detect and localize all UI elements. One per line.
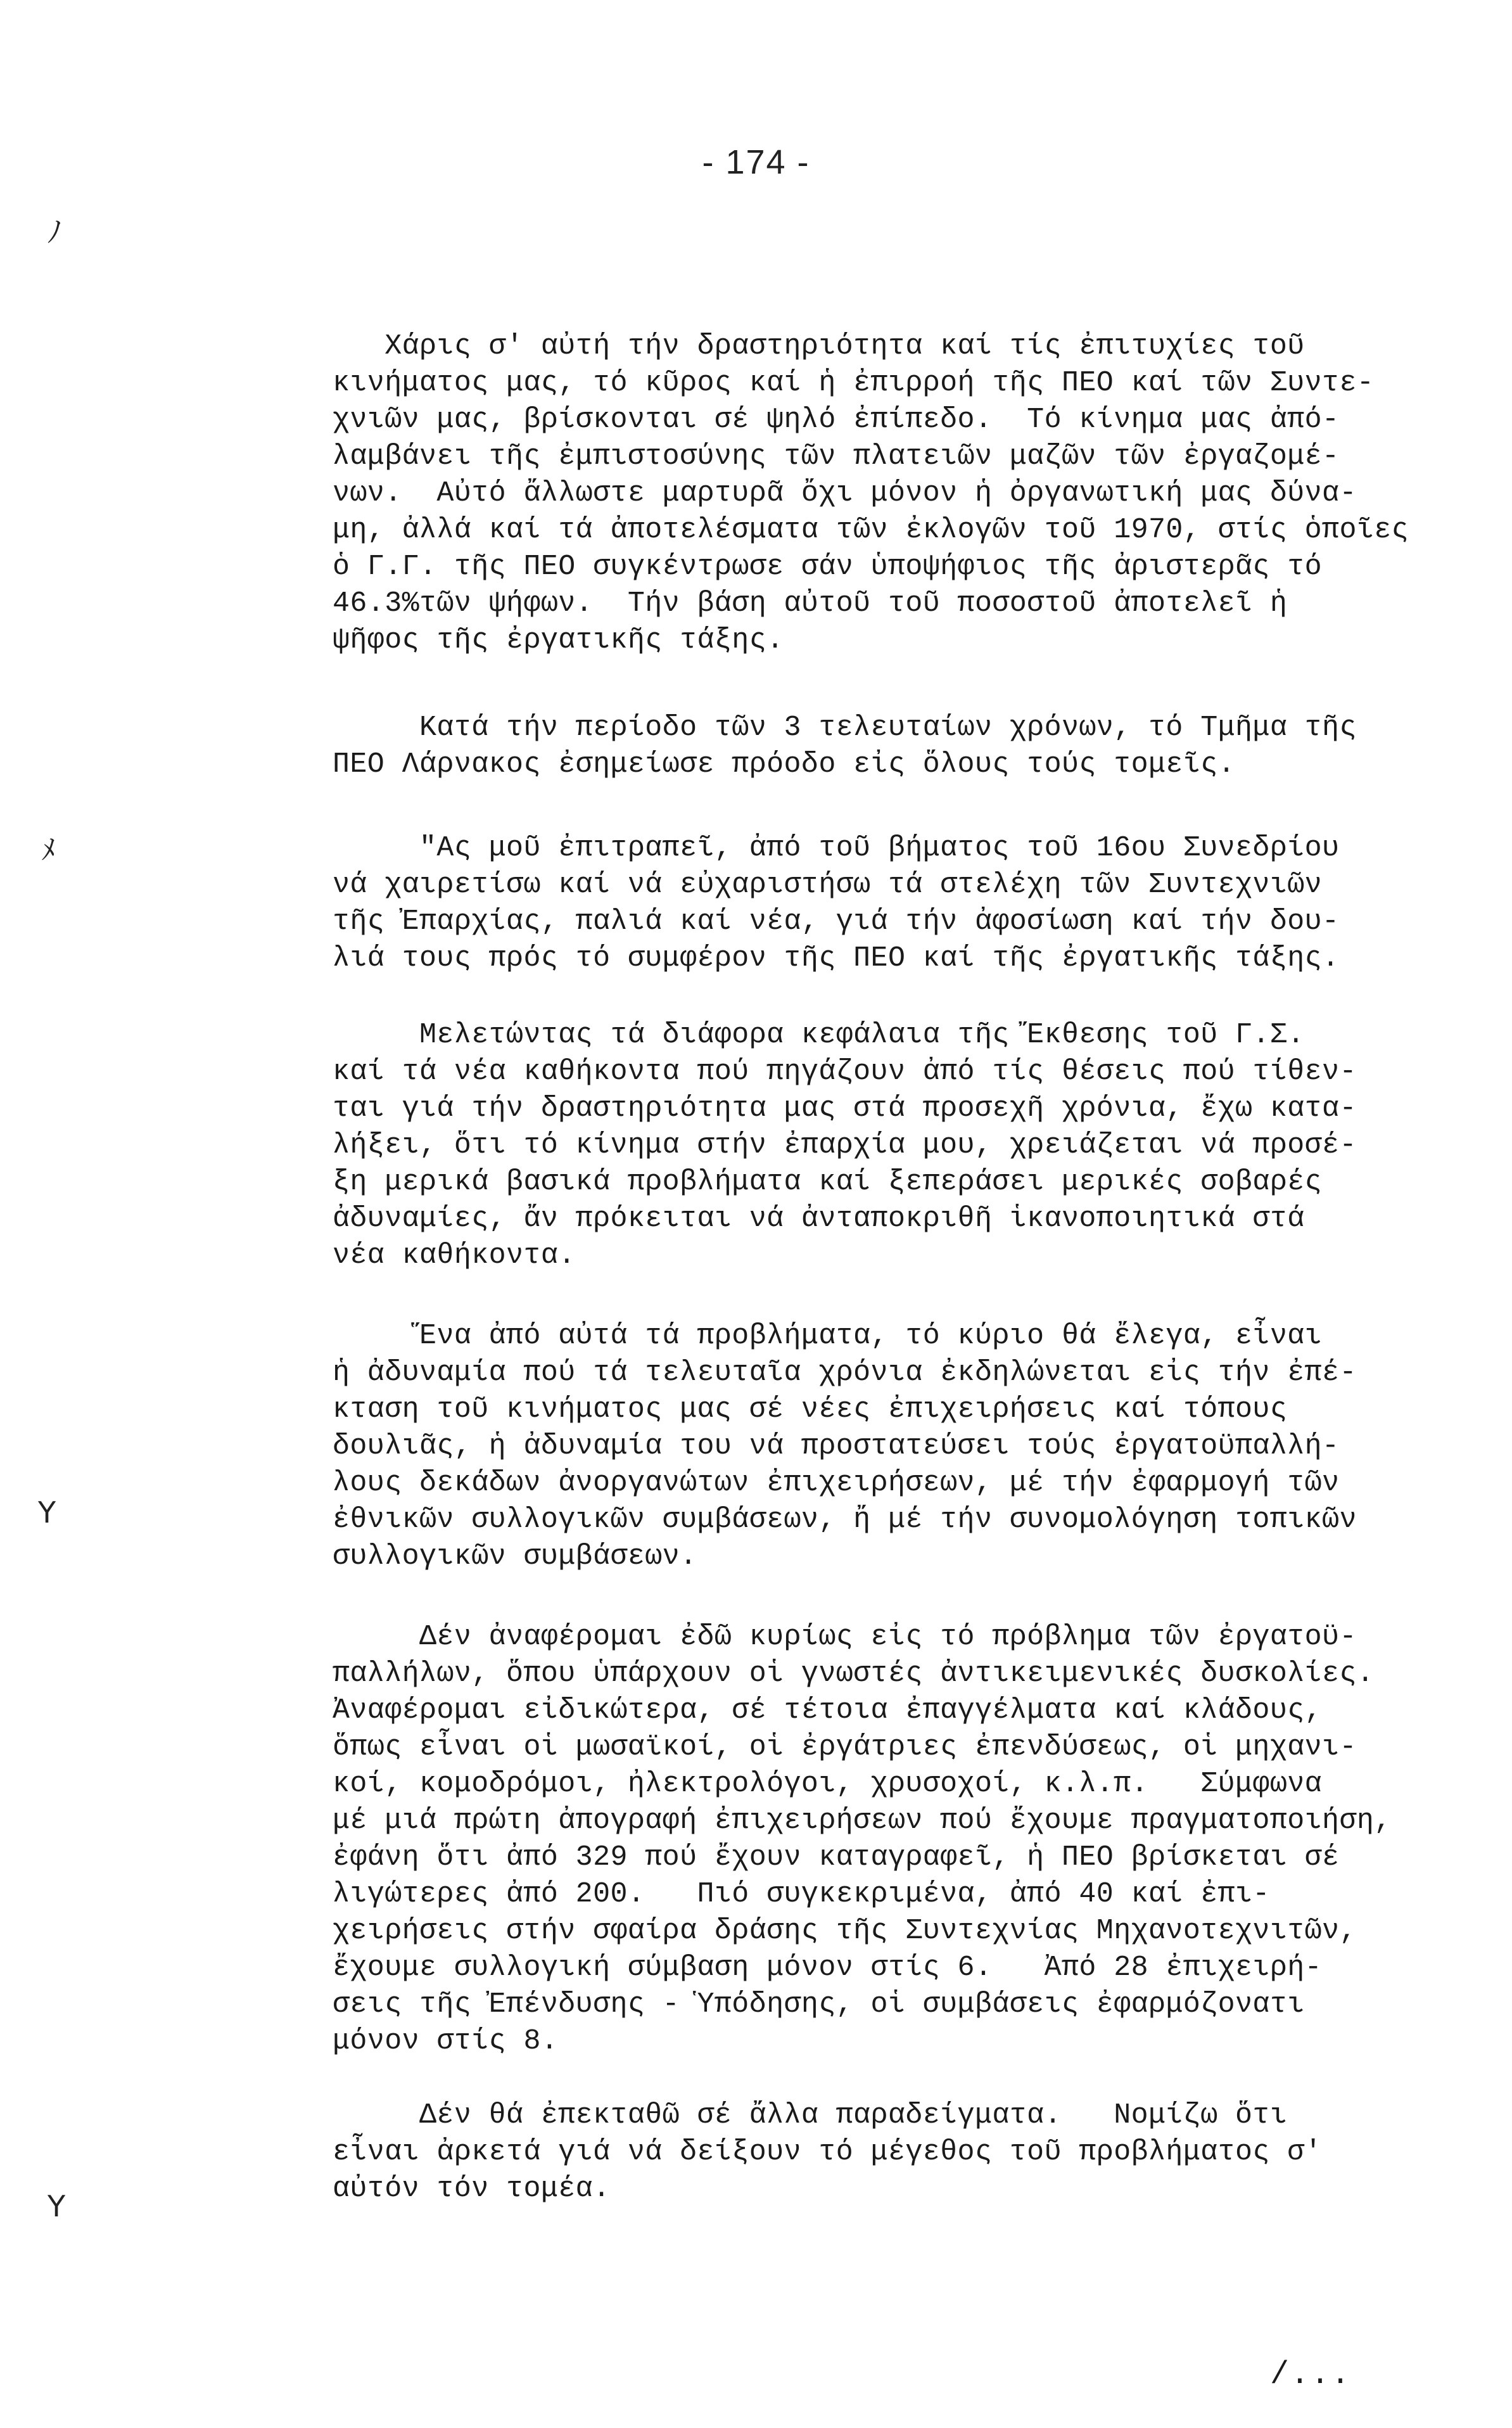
text-line: ψῆφος τῆς ἐργατικῆς τάξης. [333,624,784,656]
text-line: ὁ Γ.Γ. τῆς ΠΕΟ συγκέντρωσε σάν ὑποψήφιος τῆς ἀριστερᾶς τό [333,551,1323,583]
text-line: Ἕνα ἀπό αὐτά τά προβλήματα, τό κύριο θά ἔλεγα, εἶναι [333,1320,1323,1352]
margin-mark-bottom: Υ [48,2189,66,2223]
paragraph-1 [333,328,1492,659]
text-line: νά χαιρετίσω καί νά εὐχαριστήσω τά στελέχη τῶν Συντεχνιῶν [333,869,1323,901]
text-line: Μελετώντας τά διάφορα κεφάλαια τῆς Ἔκθεσης τοῦ Γ.Σ. [333,1019,1305,1051]
text-line: ἡ ἀδυναμία πού τά τελευταῖα χρόνια ἐκδηλώνεται εἰς τήν ἐπέ- [333,1357,1357,1389]
text-line: σεις τῆς Ἐπένδυσης - Ὑπόδησης, οἱ συμβάσεις ἐφαρμόζονατι [333,1988,1305,2021]
text-line: εἶναι ἀρκετά γιά νά δείξουν τό μέγεθος τοῦ προβλήματος σ' [333,2136,1323,2168]
text-line: καί τά νέα καθήκοντα πού πηγάζουν ἀπό τίς θέσεις πού τίθεν- [333,1056,1357,1088]
margin-mark-lower: Υ [38,1495,56,1530]
paragraph-4 [333,1017,1492,1274]
text-line: μόνον στίς 8. [333,2025,559,2057]
text-line: συλλογικῶν συμβάσεων. [333,1540,697,1573]
text-line: παλλήλων, ὅπου ὑπάρχουν οἱ γνωστές ἀντικειμενικές δυσκολίες. [333,1658,1375,1690]
text-line: λήξει, ὅτι τό κίνημα στήν ἐπαρχία μου, χρειάζεται νά προσέ- [333,1129,1357,1161]
margin-mark-top: ﾉ [48,215,62,249]
text-line: μέ μιά πρώτη ἀπογραφή ἐπιχειρήσεων πού ἔχουμε πραγματοποιήση, [333,1805,1392,1837]
text-line: λιγώτερες ἀπό 200. Πιό συγκεκριμένα, ἀπό 40 καί ἐπι- [333,1878,1270,1910]
text-line: κινήματος μας, τό κῦρος καί ἡ ἐπιρροή τῆς ΠΕΟ καί τῶν Συντε- [333,367,1375,399]
text-line: δουλιᾶς, ἡ ἀδυναμία του νά προστατεύσει τούς ἐργατοϋπαλλή- [333,1430,1340,1462]
text-line: 46.3%τῶν ψήφων. Τήν βάση αὐτοῦ τοῦ ποσοστοῦ ἀποτελεῖ ἡ [333,587,1288,620]
text-line: ὅπως εἶναι οἱ μωσαϊκοί, οἱ ἐργάτριες ἐπενδύσεως, οἱ μηχανι- [333,1731,1357,1763]
text-line: τῆς Ἐπαρχίας, παλιά καί νέα, γιά τήν ἀφοσίωση καί τήν δου- [333,905,1340,938]
text-line: λους δεκάδων ἀνοργανώτων ἐπιχειρήσεων, μέ τήν ἐφαρμογή τῶν [333,1467,1340,1499]
text-line: κταση τοῦ κινήματος μας σέ νέες ἐπιχειρήσεις καί τόπους [333,1393,1288,1426]
text-line: χνιῶν μας, βρίσκονται σέ ψηλό ἐπίπεδο. Τό κίνημα μας ἀπό- [333,404,1340,436]
text-line: ἔχουμε συλλογική σύμβαση μόνον στίς 6. Ἀπό 28 ἐπιχειρή- [333,1952,1323,1984]
paragraph-6 [333,1619,1492,2060]
text-line: Δέν θά ἐπεκταθῶ σέ ἄλλα παραδείγματα. Νομίζω ὅτι [333,2099,1288,2131]
text-line: Χάρις σ' αὐτή τήν δραστηριότητα καί τίς ἐπιτυχίες τοῦ [333,330,1305,362]
paragraph-5 [333,1318,1492,1575]
page-number: - 174 - [702,143,810,181]
continuation-mark: /... [1270,2357,1352,2393]
text-line: Κατά τήν περίοδο τῶν 3 τελευταίων χρόνων, τό Τμῆμα τῆς [333,712,1357,744]
text-line: νέα καθήκοντα. [333,1239,576,1272]
text-line: κοί, κομοδρόμοι, ἠλεκτρολόγοι, χρυσοχοί, κ.λ.π. Σύμφωνα [333,1768,1323,1800]
paragraph-2 [333,710,1492,783]
text-line: λιά τους πρός τό συμφέρον τῆς ΠΕΟ καί τῆς ἐργατικῆς τάξης. [333,942,1340,974]
text-line: αὐτόν τόν τομέα. [333,2173,611,2205]
text-line: χειρήσεις στήν σφαίρα δράσης τῆς Συντεχνίας Μηχανοτεχνιτῶν, [333,1915,1357,1947]
paragraph-7 [333,2097,1492,2208]
text-line: ἀδυναμίες, ἄν πρόκειται νά ἀνταποκριθῆ ἱκανοποιητικά στά [333,1203,1305,1235]
text-line: ξη μερικά βασικά προβλήματα καί ξεπεράσει μερικές σοβαρές [333,1166,1323,1198]
margin-mark-middle: ﾒ [41,833,56,867]
text-line: ἐφάνη ὅτι ἀπό 329 πού ἔχουν καταγραφεῖ, ἡ ΠΕΟ βρίσκεται σέ [333,1841,1340,1874]
text-line: ται γιά τήν δραστηριότητα μας στά προσεχῆ χρόνια, ἔχω κατα- [333,1092,1357,1125]
text-line: ἐθνικῶν συλλογικῶν συμβάσεων, ἤ μέ τήν συνομολόγηση τοπικῶν [333,1504,1357,1536]
text-line: Ἀναφέρομαι εἰδικώτερα, σέ τέτοια ἐπαγγέλματα καί κλάδους, [333,1694,1323,1727]
text-line: λαμβάνει τῆς ἐμπιστοσύνης τῶν πλατειῶν μαζῶν τῶν ἐργαζομέ- [333,440,1340,473]
text-line: νων. Αὐτό ἄλλωστε μαρτυρᾶ ὄχι μόνον ἡ ὀργανωτική μας δύνα- [333,477,1357,509]
text-line: ΠΕΟ Λάρνακος ἐσημείωσε πρόοδο εἰς ὅλους τούς τομεῖς. [333,748,1236,781]
paragraph-3 [333,830,1492,977]
text-line: μη, ἀλλά καί τά ἀποτελέσματα τῶν ἐκλογῶν τοῦ 1970, στίς ὁποῖες [333,514,1409,546]
text-line: Δέν ἀναφέρομαι ἐδῶ κυρίως εἰς τό πρόβλημα τῶν ἐργατοϋ- [333,1621,1357,1653]
text-line: "Ας μοῦ ἐπιτραπεῖ, ἀπό τοῦ βήματος τοῦ 16ου Συνεδρίου [333,832,1340,864]
